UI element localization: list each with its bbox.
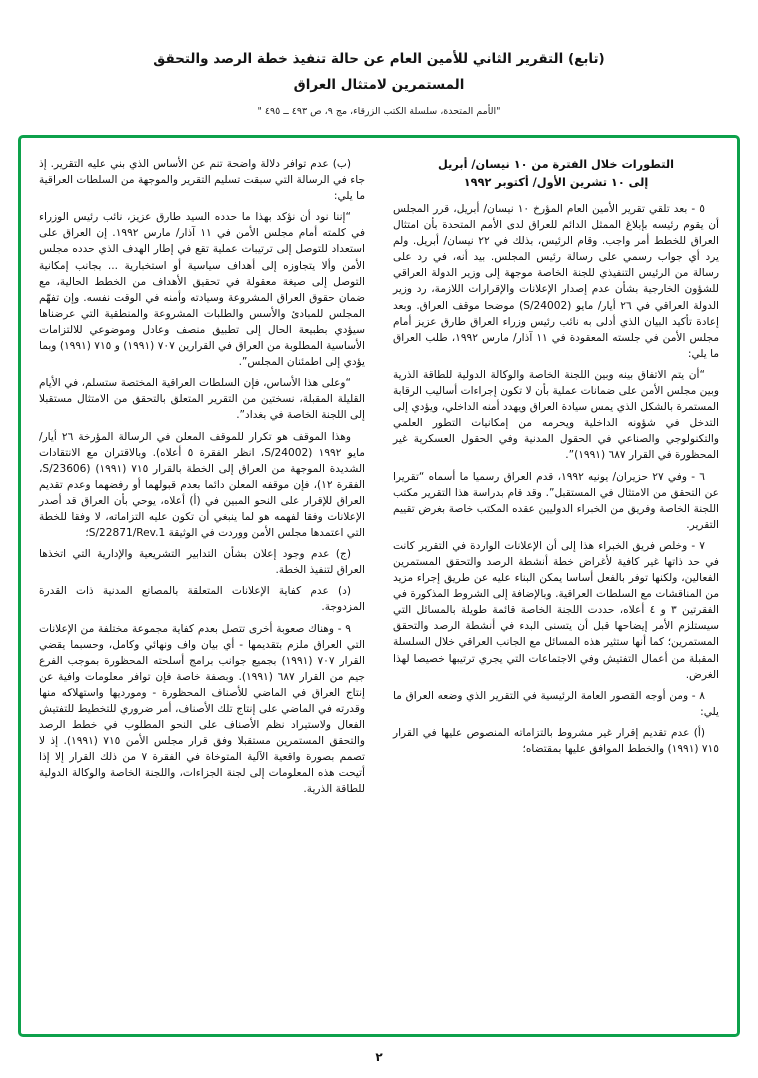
- section-heading-line2: إلى ١٠ تشرين الأول/ أكتوبر ١٩٩٢: [463, 176, 649, 189]
- quote-iraq-request: “أن يتم الاتفاق بينه وبين اللجنة الخاصة والوكالة الدولية للطاقة الذرية وبين مجلس الأمن على ضمانات عملية بأن لا تكون إجراءات أساليب الرقابة المستمرة بالشكل الذي يمس سيادة العراق ويهدد أمنه الداخلي، ويؤدي إلى التدخل في شؤونه الداخلية ويحرمه من إمكانيات التطور العلمي والتكنولوجي والصناعي في الحقول المدنية وفي الحقول العسكرية غير المحظورة في القرار ٦٨٧ (١٩٩١)”.: [393, 368, 719, 462]
- quote-delivery-statement: “وعلى هذا الأساس، فإن السلطات العراقية المختصة ستسلم، في الأيام القليلة المقبلة، نسختين من التقرير المتعلق بالتحقق من الامتثال مستقبلا إلى اللجنة الخاصة في بغداد”.: [39, 377, 365, 422]
- column-left: [39, 156, 365, 1022]
- paragraph-8-item-b: (ب) عدم توافر دلالة واضحة تنم عن الأساس الذي بني عليه التقرير. إذ جاء في الرسالة التي سبقت تسليم التقرير والموجهة من السلطات العراقية ما يلي:: [39, 158, 365, 203]
- paragraph-8-item-a: (أ) عدم تقديم إقرار غير مشروط بالتزاماته المنصوص عليها في القرار ٧١٥ (١٩٩١) والخطط الموافق عليها بمقتضاه؛: [393, 726, 719, 755]
- two-column-layout: [39, 156, 719, 1022]
- section-heading-line1: التطورات خلال الفترة من ١٠ نيسان/ أبريل: [437, 158, 674, 171]
- document-title-line1: (تابع) التقرير الثاني للأمين العام عن حالة تنفيذ خطة الرصد والتحقق: [153, 51, 605, 67]
- paragraph-position-analysis: وهذا الموقف هو تكرار للموقف المعلن في الرسالة المؤرخة ٢٦ أيار/ مايو ١٩٩٢ (S/24002، انظر الفقرة ٥ أعلاه). وبالاقتران مع الانتقادات الشديدة الموجهة من العراق إلى الخطة بالقرار ٧١٥ (١٩٩١) (S/23606، الفقرة ١٢)، فإن موقفه المعلن دائما بعدم قبولهما أو رفضهما وعدم تقديم العراق للإقرار على النحو المبين في (أ) أعلاه، يوحي بأن العراق قد أصدر الإعلانات وفقا لفهمه هو لما ينبغي أن تكون عليه التزاماته، لا وفقا للخطة التي اعتمدها مجلس الأمن ووردت في الوثيقة S/22871/Rev.1؛: [39, 430, 366, 540]
- column-right: [393, 156, 719, 1022]
- paragraph-8-item-d: (د) عدم كفاية الإعلانات المتعلقة بالمصانع المدنية ذات القدرة المزدوجة.: [39, 585, 365, 614]
- document-header: [0, 46, 758, 117]
- section-heading: [393, 156, 719, 192]
- page-number: ٢: [375, 1050, 383, 1064]
- paragraph-5: ٥ - بعد تلقي تقرير الأمين العام المؤرخ ١٠ نيسان/ أبريل، قرر المجلس أن يقوم رئيسه بإبلاغ الممثل الدائم للعراق لدى الأمم المتحدة بأن امتثال العراق للخطط أمر واجب. وقام الرئيس، بذلك في ٢٢ نيسان/ أبريل. ولم يرد أي جواب رسمي على رسالة رئيس المجلس. بيد أنه، في رد على رسالة من الرئيس التنفيذي للجنة الخاصة موجهة إلى وزير الدولة العراقي للشؤون الخارجية بشأن عدم إصدار الإعلانات والإقرارات اللازمة، رد وزير الدولة العراقي في ٢٦ أيار/ مايو (S/24002) موضحا موقف العراق. وبعد إعادة تأكيد البيان الذي أدلى به نائب رئيس وزراء العراق طارق عزيز أمام مجلس الأمن في جلسته المعقودة في ١١ آذار/ مارس ١٩٩٢، طلب العراق ما يلي:: [393, 203, 719, 360]
- page-footer: [0, 1046, 758, 1065]
- paragraph-6: ٦ - وفي ٢٧ حزيران/ يونيه ١٩٩٢، قدم العراق رسميا ما أسماه “تقريرا عن التحقق من الامتثال في المستقبل”. وقد قام بدراسة هذا التقرير مكتب اللجنة الخاصة وفريق من الخبراء الدوليين عقده المكتب خاصة بغرض تقييم التقرير.: [393, 470, 719, 531]
- paragraph-8-item-c: (ج) عدم وجود إعلان بشأن التدابير التشريعية والإدارية التي اتخذها العراق لتنفيذ الخطة.: [39, 548, 365, 577]
- quote-tariq-aziz-statement: “إننا نود أن نؤكد بهذا ما حدده السيد طارق عزيز، نائب رئيس الوزراء في كلمته أمام مجلس الأمن في ١١ آذار/ مارس ١٩٩٢. إن العراق على استعداد للتوصل إلى ترتيبات عملية تقع في إطار الهدف الذي حدده مجلس الأمن وألا يتجاوزه إلى أهداف سياسية أو استخبارية ... بجانب إمكانية التوصل إلى صيغة معقولة في تحقيق الأهداف من الخطط الحالية، مع ضمان حقوق العراق المشروعة وسيادته وأمنه في الوقت نفسه. وإن تفهّم المجلس للمبادئ والأسس والطلبات المشروعة والمنطقية التي عرضناها سيؤدي بطبيعة الحال إلى تطبيق منصف وعادل وموضوعي للالتزامات الأساسية المطلوبة من العراق في القرارين ٧٠٧ (١٩٩١) و ٧١٥ (١٩٩١) وبما يؤدي إلى اطمئنان المجلس”.: [39, 211, 366, 369]
- content-frame: [18, 135, 740, 1037]
- document-title-line2: المستمرين لامتثال العراق: [293, 77, 465, 93]
- document-source-citation: "الأمم المتحدة، سلسلة الكتب الزرقاء، مج ٩، ص ٤٩٣ ــ ٤٩٥ ": [257, 106, 501, 117]
- paragraph-7: ٧ - وخلص فريق الخبراء هذا إلى أن الإعلانات الواردة في التقرير كانت في حد ذاتها غير كافية لأغراض خطة أنشطة الرصد والتحقق المستمرين الفعالين، ولكنها توفر بالفعل أساسا يمكن البناء عليه عن طريق إجراء مزيد من المناقشات مع السلطات العراقية. وبالإضافة إلى الشروط المذكورة في الفقرتين ٣ و ٤ أعلاه، حددت اللجنة الخاصة قائمة طويلة بالمسائل التي سيستلزم الأمر إيضاحها قبل أن يتسنى البدء في أنشطة الرصد والتحقق المستمرين؛ كما أنها ستثير هذه المسائل مع الجانب العراقي خلال السلسلة المقبلة من أعمال التفتيش وفي الاجتماعات التي يجري ترتيبها خصيصا لهذا الغرض.: [393, 539, 719, 681]
- paragraph-8: ٨ - ومن أوجه القصور العامة الرئيسية في التقرير الذي وضعه العراق ما يلي:: [393, 689, 719, 718]
- paragraph-9: ٩ - وهناك صعوبة أخرى تتصل بعدم كفاية مجموعة مختلفة من الإعلانات التي العراق ملزم بتقديمها - أي بيان واف ونهائي وكامل، وحسبما يقضي القرار ٧٠٧ (١٩٩١) بجميع جوانب برامج أسلحته المحظورة بموجب الفرع جيم من القرار ٦٨٧ (١٩٩١). وبصفة خاصة فإن توافر معلومات وافية عن إنتاج العراق في الماضي للأصناف المحظورة - ومورديها واستهلاكه منها وقدرته في الماضي على إنتاج تلك الأصناف، أمر ضروري للتخطيط للتفتيش الفعال ولاستيراد نظم الأصناف على النحو المطلوب في خطط الرصد والتحقق المستمرين مستقبلا وفق قرار مجلس الأمن ٧١٥ (١٩٩١). إذ لا تصمم بصورة واقعية الآلية المتوخاة في الفقرة ٧ من ذلك القرار إلا إذا أتيحت هذه المعلومات إلى لجنة الجزاءات، واللجنة الخاصة والوكالة الدولية للطاقة الذرية.: [39, 622, 365, 796]
